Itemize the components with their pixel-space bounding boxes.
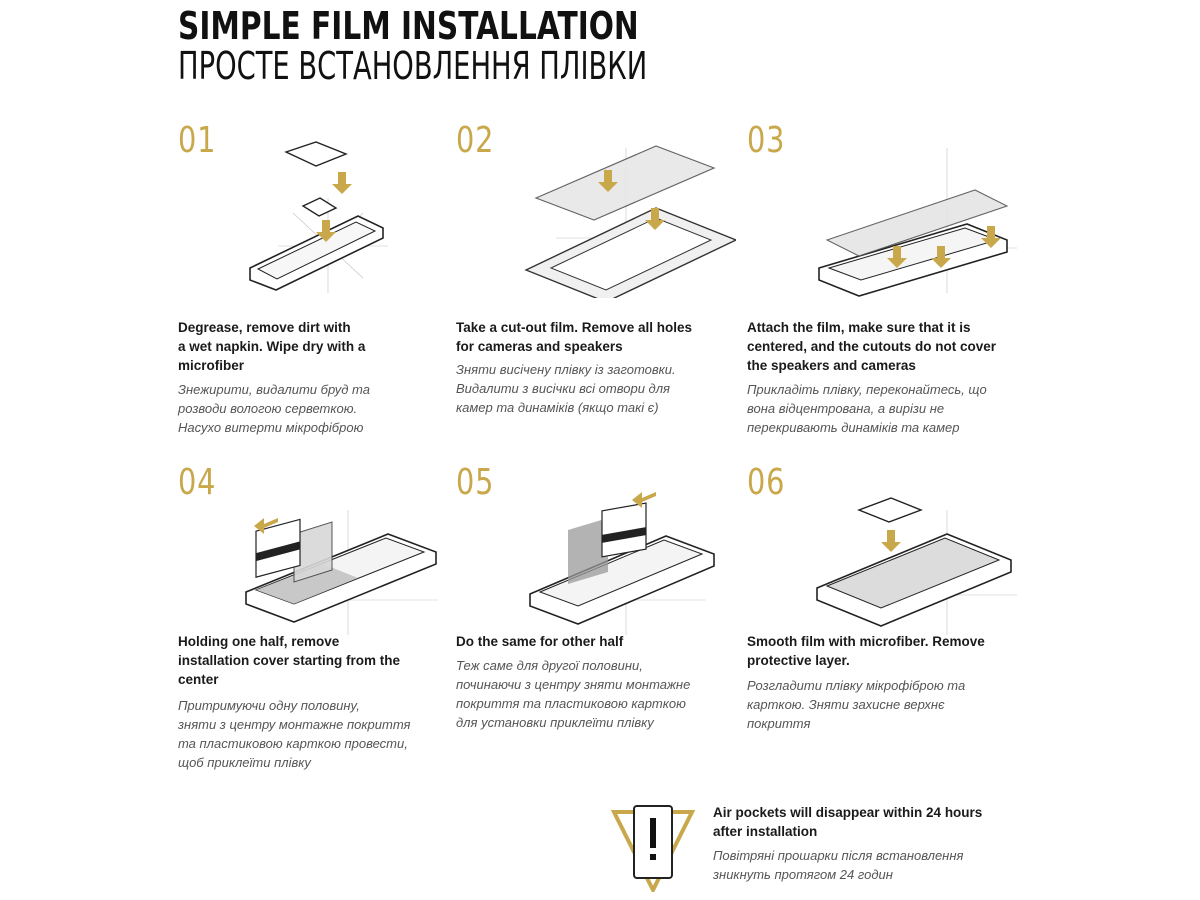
- degrease-phone-illustration: [238, 128, 458, 298]
- step-text-ua: Прикладіть плівку, переконайтесь, що вона відцентрована, а вирізи не перекривають динаміків та камер: [747, 382, 987, 435]
- attach-film-illustration: [807, 128, 1027, 298]
- step-text-ua: Теж саме для другої половини, починаючи з центру зняти монтажне покриття та пластиковою карткою для установки приклеїти плівку: [456, 658, 691, 730]
- note-text-ua: Повітряні прошарки після встановлення зникнуть протягом 24 годин: [713, 848, 964, 882]
- cutout-film-illustration: [516, 128, 736, 298]
- step-text-ua: Притримуючи одну половину, зняти з центру монтажне покриття та пластиковою карткою провести, щоб приклеїти плівку: [178, 698, 411, 770]
- step-text-en: Do the same for other half: [456, 634, 624, 649]
- step-number: 05: [456, 462, 495, 503]
- step-text-ua: Знежирити, видалити бруд та розводи вологою серветкою. Насухо витерти мікрофіброю: [178, 382, 370, 435]
- step-text-en: Smooth film with microfiber. Remove protective layer.: [747, 634, 985, 668]
- step-text-en: Take a cut-out film. Remove all holes for cameras and speakers: [456, 320, 693, 354]
- step-number: 02: [456, 120, 495, 161]
- warning-icon: [610, 802, 696, 892]
- step-number: 01: [178, 120, 217, 161]
- step-text-ua: Розгладити плівку мікрофіброю та карткою. Зняти захисне верхнє покриття: [747, 678, 966, 731]
- remove-cover-half-illustration: [238, 470, 458, 640]
- page-subtitle: ПРОСТЕ ВСТАНОВЛЕННЯ ПЛІВКИ: [178, 44, 648, 88]
- smooth-film-illustration: [807, 470, 1027, 640]
- remove-cover-other-half-illustration: [516, 470, 736, 640]
- step-text-en: Degrease, remove dirt with a wet napkin. Wipe dry with a microfiber: [178, 320, 366, 373]
- step-number: 04: [178, 462, 217, 503]
- note-text-en: Air pockets will disappear within 24 hours after installation: [713, 805, 983, 839]
- step-number: 06: [747, 462, 786, 503]
- step-text-en: Attach the film, make sure that it is centered, and the cutouts do not cover the speakers and cameras: [747, 320, 997, 373]
- step-number: 03: [747, 120, 786, 161]
- step-text-en: Holding one half, remove installation cover starting from the center: [178, 634, 401, 687]
- step-text-ua: Зняти висічену плівку із заготовки. Видалити з висічки всі отвори для камер та динаміків (якщо такі є): [456, 362, 676, 415]
- page-title: SIMPLE FILM INSTALLATION: [178, 4, 639, 48]
